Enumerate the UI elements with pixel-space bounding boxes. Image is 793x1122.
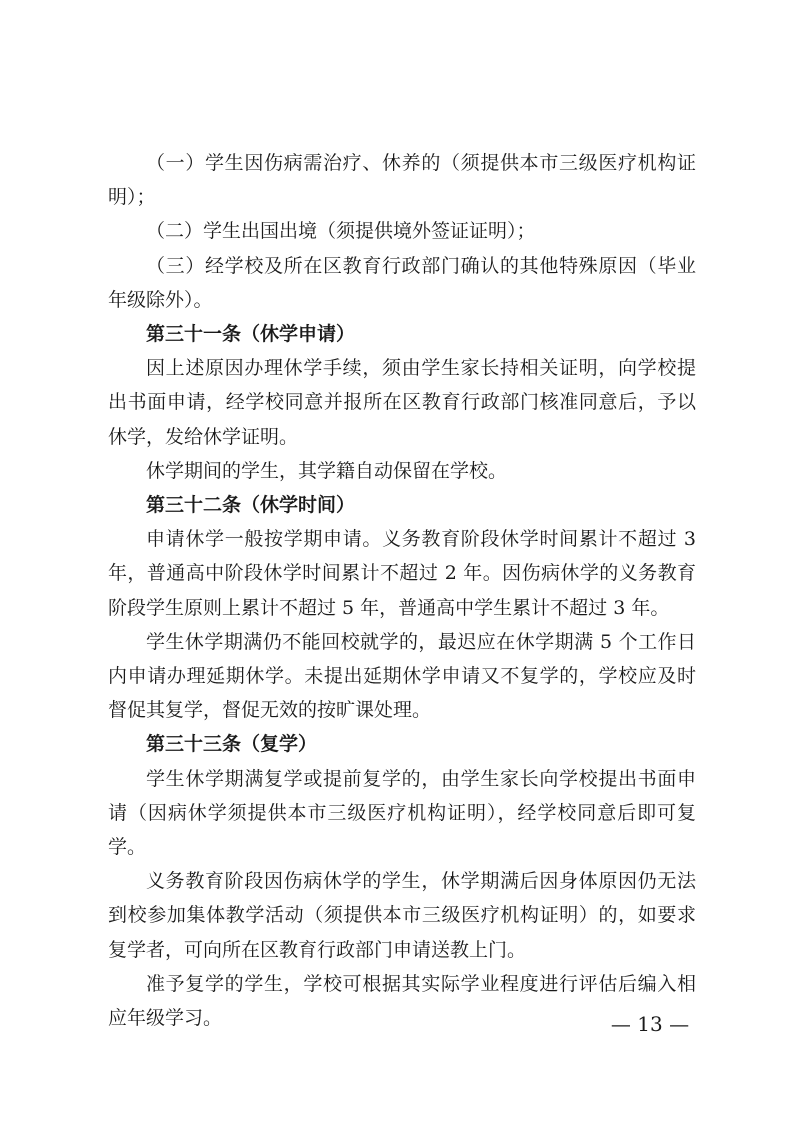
article-32-paragraph-2: 学生休学期满仍不能回校就学的，最迟应在休学期满 5 个工作日内申请办理延期休学。未提出延期休学申请又不复学的，学校应及时督促其复学，督促无效的按旷课处理。 xyxy=(108,630,696,722)
article-33-title: 第三十三条（复学） xyxy=(146,733,318,756)
clause-item-1: （一）学生因伤病需治疗、休养的（须提供本市三级医疗机构证明）； xyxy=(108,152,696,209)
clause-item-2: （二）学生出国出境（须提供境外签证证明）； xyxy=(146,220,536,243)
article-31-title: 第三十一条（休学申请） xyxy=(146,323,356,346)
article-32-title: 第三十二条（休学时间） xyxy=(146,494,356,517)
article-32-paragraph-1: 申请休学一般按学期申请。义务教育阶段休学时间累计不超过 3 年，普通高中阶段休学时间累计不超过 2 年。因伤病休学的义务教育阶段学生原则上累计不超过 5 年，普通高中学生累计不超过 3 年。 xyxy=(108,528,696,619)
article-33-paragraph-1: 学生休学期满复学或提前复学的，由学生家长向学校提出书面申请（因病休学须提供本市三级医疗机构证明），经学校同意后即可复学。 xyxy=(108,767,696,859)
article-31-paragraph-1: 因上述原因办理休学手续，须由学生家长持相关证明，向学校提出书面申请，经学校同意并报所在区教育行政部门核准同意后，予以休学，发给休学证明。 xyxy=(108,357,696,448)
page-number: — 13 — xyxy=(610,1012,690,1036)
article-33-paragraph-3: 准予复学的学生，学校可根据其实际学业程度进行评估后编入相应年级学习。 xyxy=(108,972,696,1030)
article-33-paragraph-2: 义务教育阶段因伤病休学的学生，休学期满后因身体原因仍无法到校参加集体教学活动（须提供本市三级医疗机构证明）的，如要求复学者，可向所在区教育行政部门申请送教上门。 xyxy=(108,870,696,961)
article-31-paragraph-2: 休学期间的学生，其学籍自动保留在学校。 xyxy=(146,459,508,482)
clause-item-3: （三）经学校及所在区教育行政部门确认的其他特殊原因（毕业年级除外）。 xyxy=(108,254,696,311)
document-body xyxy=(108,146,696,1035)
